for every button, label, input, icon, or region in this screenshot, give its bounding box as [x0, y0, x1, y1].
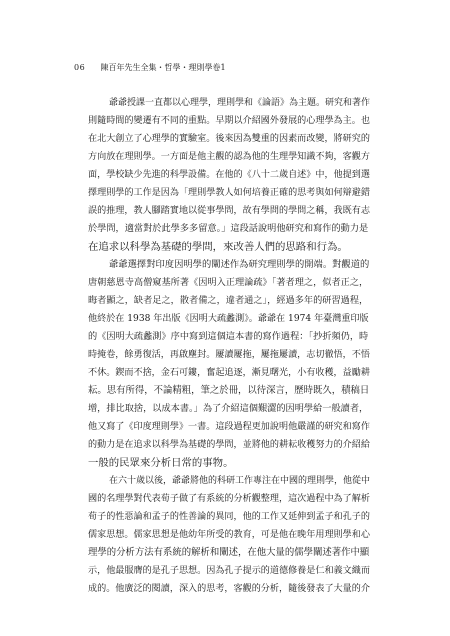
text-line: 的《因明大疏蠡測》序中寫到這個這本書的寫作過程：「抄折頻仍，時	[88, 331, 369, 342]
text-line: 在六十歲以後，爺爺將他的科研工作專注在中國的理則學，他從中	[109, 476, 370, 486]
text-line: 示，他最服膺的是孔子思想。因為孔子提示的道德修養是仁和義文織而	[88, 566, 370, 576]
text-line: 則隨時間的變遷有不同的重點。早期以介紹國外發展的心理學為主。也	[88, 116, 370, 126]
text-line: 儒家思想。儒家思想是他幼年所受的教育，可是他在晚年用理則學和心	[88, 530, 370, 540]
running-title: 陳百年先生全集・哲學・理則學卷1	[100, 63, 226, 72]
text-line: 他終於在 1938 年出版《因明大疏蠡測》。爺爺在 1974 年臺灣重印版	[88, 314, 369, 324]
text-line: 的動力是在追求以科學為基礎的學問，並將他的耕耘收穫努力的介紹給	[88, 440, 370, 450]
text-line: 晦者顯之，缺者足之，散者備之，違者通之」，經過多年的研習過程，	[88, 295, 369, 306]
text-line: 在北大創立了心理學的實驗室。後來因為雙重的因素而改變，將研究的	[88, 134, 370, 144]
text-line: 在追求以科學為基礎的學問，來改善人們的思路和行為。	[88, 241, 348, 253]
text-line: 成的。他廣泛的閱讀，深入的思考，客觀的分析，隨後發表了大量的介	[88, 584, 370, 594]
text-line: 擇理則學的工作是因為「理則學教人如何培養正確的思考與如何辯避錯	[88, 188, 370, 198]
text-line: 一般的民眾來分析日常的事物。	[88, 457, 234, 469]
text-line: 國的名理學對代表荀子做了有系統的分析觀整理，這次過程中為了解析	[88, 494, 370, 504]
text-line: 時掩卷，餘勇復活，再啟塵封。屢讀屢拖，屢拖屢讀，志切徹悟，不悟	[88, 350, 370, 360]
text-line: 於學問，適當對於此學多多留意。」這段話說明他研究和寫作的動力是	[88, 223, 369, 234]
body-text	[88, 94, 370, 598]
page-header	[74, 61, 374, 75]
page-number: 06	[74, 63, 86, 72]
text-line: 誤的推理，教人腳踏實地以從事學問，故有學問的學問之稱，我既有志	[88, 206, 370, 216]
text-line: 耘。思有所得，不論精粗，筆之於冊，以待深言，歷時既久，積稿日	[88, 385, 370, 396]
text-line: 荀子的性惡論和孟子的性善論的異同，他的工作又延伸到孟子和孔子的	[88, 512, 370, 522]
text-line: 爺爺選擇對印度因明學的闡述作為研究理則學的開端。對觀道的	[109, 259, 370, 270]
text-line: 方向放在理則學。一方面是他主觀的認為他的生理學知識不夠，客觀方	[88, 152, 370, 162]
text-line: 面，學校缺少先進的科學設備。在他的《八十二歲自述》中，他提到選	[88, 170, 370, 180]
text-line: 不休。鍥而不捨，金石可鏤，奮起追逐，漸見曙光，小有收穫，益勵耕	[88, 368, 370, 378]
text-line: 增，排比取捨，以成本書。」為了介紹這個艱澀的因明學給一般讀者，	[88, 403, 369, 414]
text-line: 爺爺授課一直都以心理學，理則學和《論語》為主題。研究和著作	[109, 98, 370, 108]
text-line: 他又寫了《印度理則學》一書。這段過程更加說明他嚴謹的研究和寫作	[88, 422, 370, 432]
text-line: 唐朝慈恩寺高僧窺基所著《因明入正理論疏》「著者理之，似者正之，	[88, 277, 369, 288]
text-line: 理學的分析方法有系統的解析和闡述，在他大量的儒學闡述著作中顯	[88, 547, 370, 558]
